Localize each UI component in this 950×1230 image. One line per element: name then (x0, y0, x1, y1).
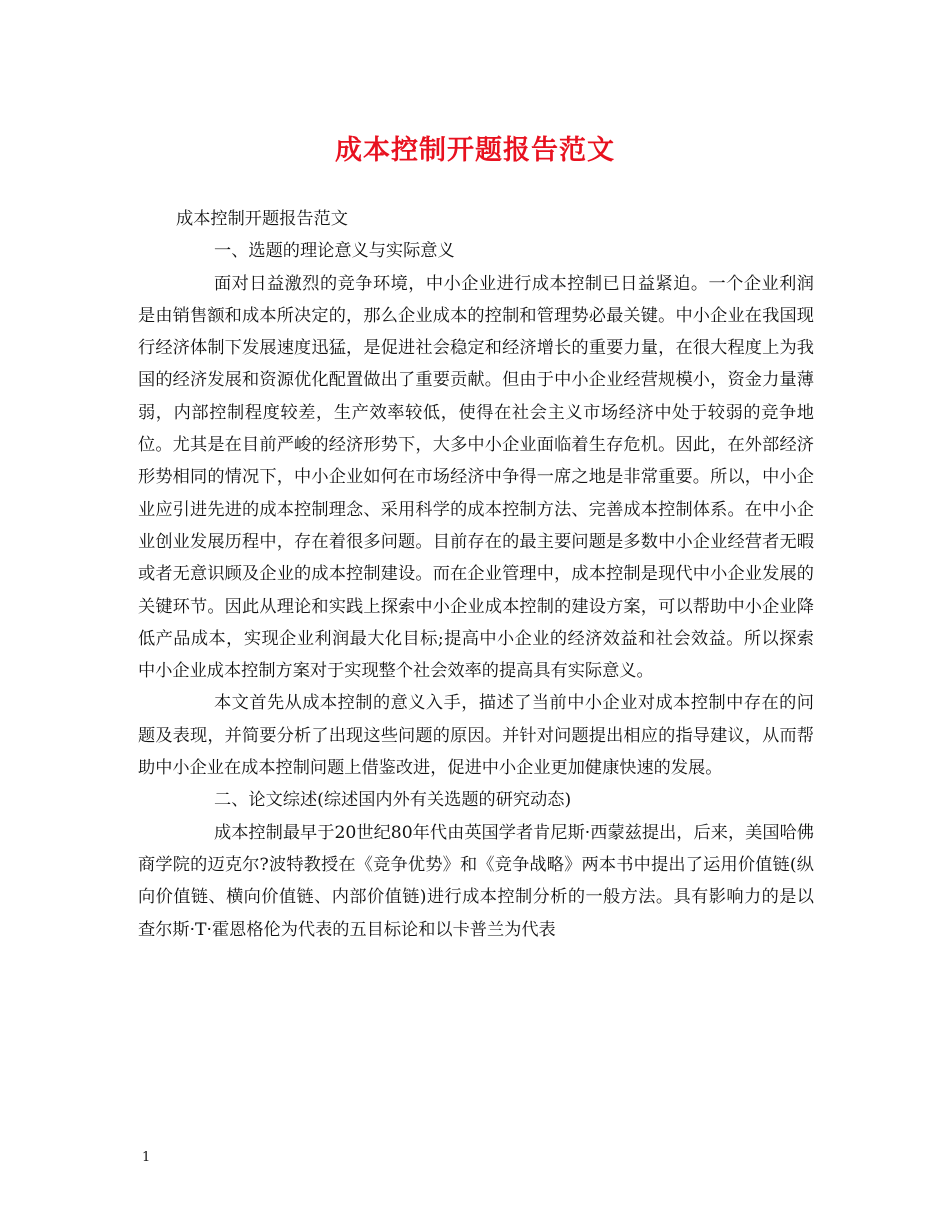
body-paragraph: 本文首先从成本控制的意义入手，描述了当前中小企业对成本控制中存在的问题及表现，并简要分析了出现这些问题的原因。并针对问题提出相应的指导建议，从而帮助中小企业在成本控制问题上借鉴改进，促进中小企业更加健康快速的发展。 (138, 693, 814, 779)
body-paragraph: 成本控制最早于20世纪80年代由英国学者肯尼斯·西蒙兹提出，后来，美国哈佛商学院的迈克尔?波特教授在《竞争优势》和《竞争战略》两本书中提出了运用价值链(纵向价值链、横向价值链、内部价值链)进行成本控制分析的一般方法。具有影响力的是以查尔斯·T·霍恩格伦为代表的五目标论和以卡普兰为代表 (138, 822, 814, 940)
section-heading-1: 一、选题的理论意义与实际意义 (214, 241, 455, 262)
document-body (138, 203, 814, 946)
page-number: 1 (142, 1150, 151, 1165)
section-heading-2: 二、论文综述(综述国内外有关选题的研究动态) (214, 790, 572, 811)
subtitle-paragraph: 成本控制开题报告范文 (176, 209, 348, 229)
body-paragraph: 面对日益激烈的竞争环境，中小企业进行成本控制已日益紧迫。一个企业利润是由销售额和成本所决定的，那么企业成本的控制和管理势必最关键。中小企业在我国现行经济体制下发展速度迅猛，是促进社会稳定和经济增长的重要力量，在很大程度上为我国的经济发展和资源优化配置做出了重要贡献。但由于中小企业经营规模小，资金力量薄弱，内部控制程度较差，生产效率较低，使得在社会主义市场经济中处于较弱的竞争地位。尤其是在目前严峻的经济形势下，大多中小企业面临着生存危机。因此，在外部经济形势相同的情况下，中小企业如何在市场经济中争得一席之地是非常重要。所以，中小企业应引进先进的成本控制理念、采用科学的成本控制方法、完善成本控制体系。在中小企业创业发展历程中，存在着很多问题。目前存在的最主要问题是多数中小企业经营者无暇或者无意识顾及企业的成本控制建设。而在企业管理中，成本控制是现代中小企业发展的关键环节。因此从理论和实践上探索中小企业成本控制的建设方案，可以帮助中小企业降低产品成本，实现企业利润最大化目标;提高中小企业的经济效益和社会效益。所以探索中小企业成本控制方案对于实现整个社会效率的提高具有实际意义。 (138, 273, 814, 682)
document-title: 成本控制开题报告范文 (335, 135, 615, 166)
